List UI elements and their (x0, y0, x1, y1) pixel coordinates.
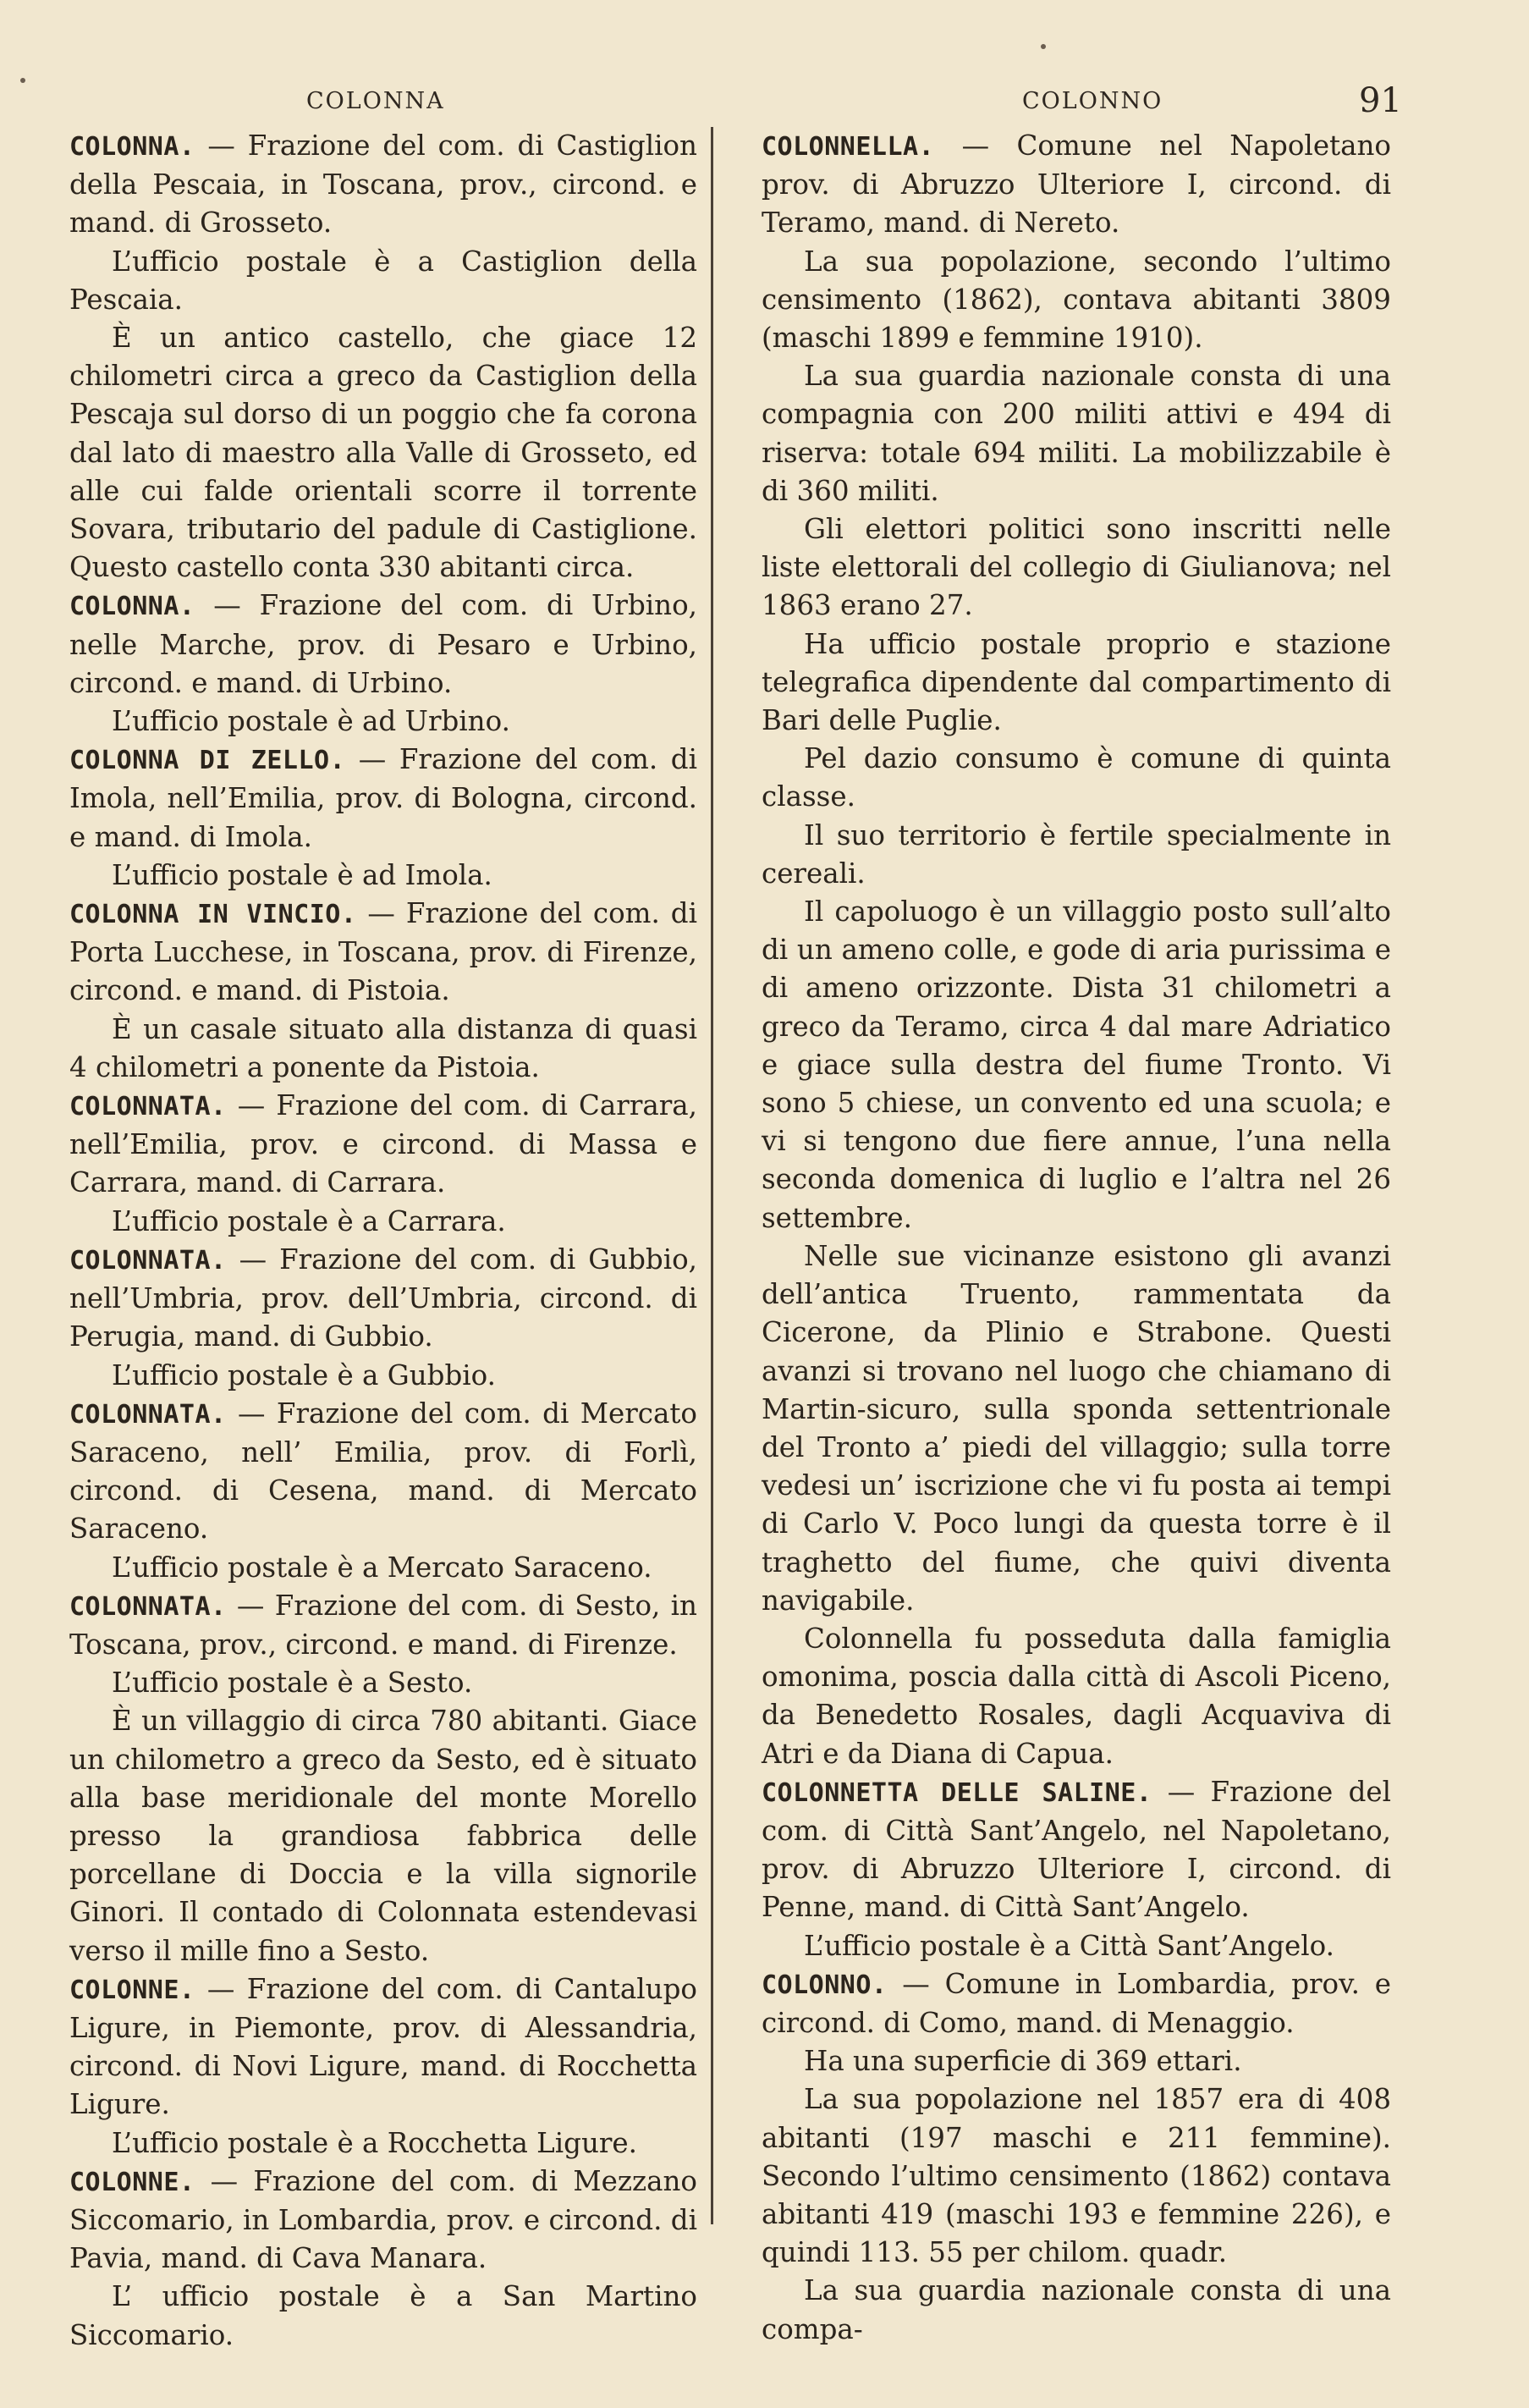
body-paragraph (762, 1927, 1391, 1965)
paragraph-text: L’ufficio postale è a Castiglion della Pescaia. (69, 245, 697, 316)
entry-paragraph (69, 741, 697, 857)
paragraph-text: — Frazione del com. di Castiglion della Pescaia, in Toscana, prov., circond. e mand. di Grosseto. (69, 129, 697, 240)
body-paragraph (762, 243, 1391, 358)
entry-paragraph (762, 1773, 1391, 1927)
paragraph-text: Il capoluogo è un villaggio posto sull’alto di un ameno colle, e gode di aria purissima e di ameno orizzonte. Dista 31 chilometri a greco da Teramo, circa 4 dal mare Adriatico e giace sulla destra del fiume Tronto. Vi sono 5 chiese, un convento ed una scuola; e vi si tengono due fiere annue, l’una nella seconda domenica di luglio e l’altra nel 26 settembre. (762, 895, 1391, 1234)
paragraph-text: — Frazione del com. di Imola, nell’Emilia, prov. di Bologna, circond. e mand. di Imola. (69, 743, 698, 853)
paragraph-text: L’ufficio postale è a Città Sant’Angelo. (804, 1929, 1334, 1962)
paragraph-text: Colonnella fu posseduta dalla famiglia omonima, poscia dalla città di Ascoli Piceno, da Benedetto Rosales, dagli Acquaviva di Atri e da Diana di Capua. (762, 1622, 1391, 1770)
body-paragraph (69, 857, 697, 895)
entry-headword: COLONNELLA. (762, 132, 935, 162)
paragraph-text: È un casale situato alla distanza di quasi 4 chilometri a ponente da Pistoia. (69, 1012, 697, 1083)
paragraph-text: Pel dazio consumo è comune di quinta classe. (762, 742, 1391, 813)
body-paragraph (69, 243, 697, 319)
paragraph-text: — Frazione del com. di Mercato Saraceno, nell’ Emilia, prov. di Forlì, circond. di Cesena, mand. di Mercato Saraceno. (69, 1397, 697, 1546)
entry-paragraph (762, 1965, 1391, 2042)
entry-paragraph (69, 895, 697, 1011)
paragraph-text: L’ufficio postale è a Sesto. (112, 1667, 473, 1700)
body-paragraph (762, 893, 1391, 1237)
paragraph-text: L’ufficio postale è ad Imola. (112, 858, 492, 891)
paragraph-text: La sua guardia nazionale consta di una compa- (762, 2274, 1391, 2345)
body-paragraph (69, 319, 697, 587)
column-divider (711, 127, 713, 2224)
entry-paragraph (69, 1395, 697, 1549)
entry-headword: COLONNA IN VINCIO. (69, 900, 357, 930)
entry-headword: COLONNATA. (69, 1245, 227, 1276)
body-paragraph (69, 1549, 697, 1587)
paragraph-text: — Frazione del com. di Porta Lucchese, in Toscana, prov. di Firenze, circond. e mand. di Pistoia. (69, 897, 697, 1007)
body-paragraph (762, 1237, 1391, 1620)
body-paragraph (762, 1620, 1391, 1773)
paragraph-text: La sua guardia nazionale consta di una compagnia con 200 militi attivi e 494 di riserva: totale 694 militi. La mobilizzabile è di 360 militi. (762, 360, 1391, 507)
entry-headword: COLONNETTA DELLE SALINE. (762, 1777, 1152, 1808)
paragraph-text: L’ufficio postale è a Gubbio. (112, 1358, 496, 1391)
entry-headword: COLONNATA. (69, 1399, 227, 1430)
body-paragraph (762, 357, 1391, 510)
entry-paragraph (69, 1970, 697, 2124)
paragraph-text: — Frazione del com. di Cantalupo Ligure, in Piemonte, prov. di Alessandria, circond. di Novi Ligure, mand. di Rocchetta Ligure. (69, 1972, 697, 2121)
paragraph-text: — Frazione del com. di Mezzano Siccomario, in Lombardia, prov. e circond. di Pavia, mand. di Cava Manara. (69, 2164, 697, 2275)
entry-paragraph (69, 1587, 697, 1664)
left-column (69, 127, 697, 2355)
entry-paragraph (762, 127, 1391, 243)
print-speck (20, 78, 25, 83)
body-paragraph (69, 1357, 697, 1395)
paragraph-text: — Frazione del com. di Carrara, nell’Emilia, prov. e circond. di Massa e Carrara, mand. di Carrara. (69, 1089, 697, 1199)
entry-headword: COLONNA DI ZELLO. (69, 746, 346, 776)
entry-headword: COLONNA. (69, 592, 195, 622)
paragraph-text: Gli elettori politici sono inscritti nelle liste elettorali del collegio di Giulianova; nel 1863 erano 27. (762, 513, 1391, 622)
body-paragraph (762, 625, 1391, 741)
body-paragraph (762, 2272, 1391, 2348)
running-head-left: COLONNA (306, 88, 445, 114)
page-number: 91 (1359, 81, 1402, 120)
paragraph-text: È un antico castello, che giace 12 chilometri circa a greco da Castiglion della Pescaja sul dorso di un poggio che fa corona dal lato di maestro alla Valle di Grosseto, ed alle cui falde orientali scorre il torrente Sovara, tributario del padule di Castiglione. Questo castello conta 330 abitanti circa. (69, 322, 697, 584)
print-speck (1041, 44, 1046, 49)
paragraph-text: L’ufficio postale è a Carrara. (112, 1204, 506, 1237)
body-paragraph (69, 703, 697, 741)
paragraph-text: — Frazione del com. di Sesto, in Toscana, prov., circond. e mand. di Firenze. (69, 1589, 697, 1661)
entry-headword: COLONNE. (69, 1975, 195, 2005)
body-paragraph (69, 2278, 697, 2354)
entry-headword: COLONNATA. (69, 1591, 227, 1622)
entry-headword: COLONNE. (69, 2167, 195, 2197)
entry-headword: COLONNA. (69, 132, 195, 162)
entry-paragraph (69, 587, 697, 703)
paragraph-text: — Comune in Lombardia, prov. e circond. di Como, mand. di Menaggio. (762, 1967, 1391, 2039)
body-paragraph (762, 740, 1391, 816)
body-paragraph (69, 1011, 697, 1087)
paragraph-text: Nelle sue vicinanze esistono gli avanzi dell’antica Truento, rammentata da Cicerone, da Plinio e Strabone. Questi avanzi si trovano nel luogo che chiamano di Martin-sicuro, sulla sponda settentrionale del Tronto a’ piedi del villaggio; sulla torre vedesi un’ iscrizione che vi fu posta ai tempi di Carlo V. Poco lungi da questa torre è il traghetto del fiume, che quivi diventa navigabile. (762, 1239, 1391, 1617)
paragraph-text: L’ ufficio postale è a San Martino Siccomario. (69, 2280, 697, 2351)
paragraph-text: — Frazione del com. di Città Sant’Angelo, nel Napoletano, prov. di Abruzzo Ulteriore I, circond. di Penne, mand. di Città Sant’Angelo. (762, 1775, 1391, 1924)
body-paragraph (69, 2124, 697, 2163)
paragraph-text: La sua popolazione, secondo l’ultimo censimento (1862), contava abitanti 3809 (maschi 1899 e femmine 1910). (762, 245, 1391, 355)
body-paragraph (762, 817, 1391, 893)
entry-paragraph (69, 2163, 697, 2279)
paragraph-text: L’ufficio postale è a Mercato Saraceno. (112, 1551, 652, 1584)
body-paragraph (762, 2042, 1391, 2080)
running-head-right: COLONNO (1022, 88, 1163, 114)
paragraph-text: È un villaggio di circa 780 abitanti. Giace un chilometro a greco da Sesto, ed è situato alla base meridionale del monte Morello presso la grandiosa fabbrica delle porcellane di Doccia e la villa signorile Ginori. Il contado di Colonnata estendevasi verso il mille fino a Sesto. (69, 1705, 697, 1967)
paragraph-text: Il suo territorio è fertile specialmente in cereali. (762, 818, 1391, 890)
entry-headword: COLONNO. (762, 1970, 888, 2000)
entry-paragraph (69, 1087, 697, 1203)
paragraph-text: La sua popolazione nel 1857 era di 408 abitanti (197 maschi e 211 femmine). Secondo l’ultimo censimento (1862) contava abitanti 419 (maschi 193 e femmine 226), e quindi 113. 55 per chilom. quadr. (762, 2083, 1391, 2269)
paragraph-text: — Comune nel Napoletano prov. di Abruzzo Ulteriore I, circond. di Teramo, mand. di Nereto. (762, 129, 1391, 240)
right-column (762, 127, 1391, 2349)
paragraph-text: L’ufficio postale è a Rocchetta Ligure. (112, 2126, 637, 2159)
paragraph-text: L’ufficio postale è ad Urbino. (112, 705, 510, 738)
body-paragraph (69, 1203, 697, 1241)
entry-paragraph (69, 1241, 697, 1357)
paragraph-text: Ha ufficio postale proprio e stazione telegrafica dipendente dal compartimento di Bari delle Puglie. (762, 627, 1391, 737)
paragraph-text: — Frazione del com. di Gubbio, nell’Umbria, prov. dell’Umbria, circond. di Perugia, mand. di Gubbio. (69, 1243, 697, 1353)
paragraph-text: Ha una superficie di 369 ettari. (804, 2045, 1242, 2078)
body-paragraph (69, 1702, 697, 1970)
body-paragraph (762, 2080, 1391, 2272)
body-paragraph (762, 510, 1391, 625)
entry-headword: COLONNATA. (69, 1092, 227, 1122)
paragraph-text: — Frazione del com. di Urbino, nelle Marche, prov. di Pesaro e Urbino, circond. e mand. di Urbino. (69, 589, 697, 699)
body-paragraph (69, 1664, 697, 1702)
entry-paragraph (69, 127, 697, 243)
